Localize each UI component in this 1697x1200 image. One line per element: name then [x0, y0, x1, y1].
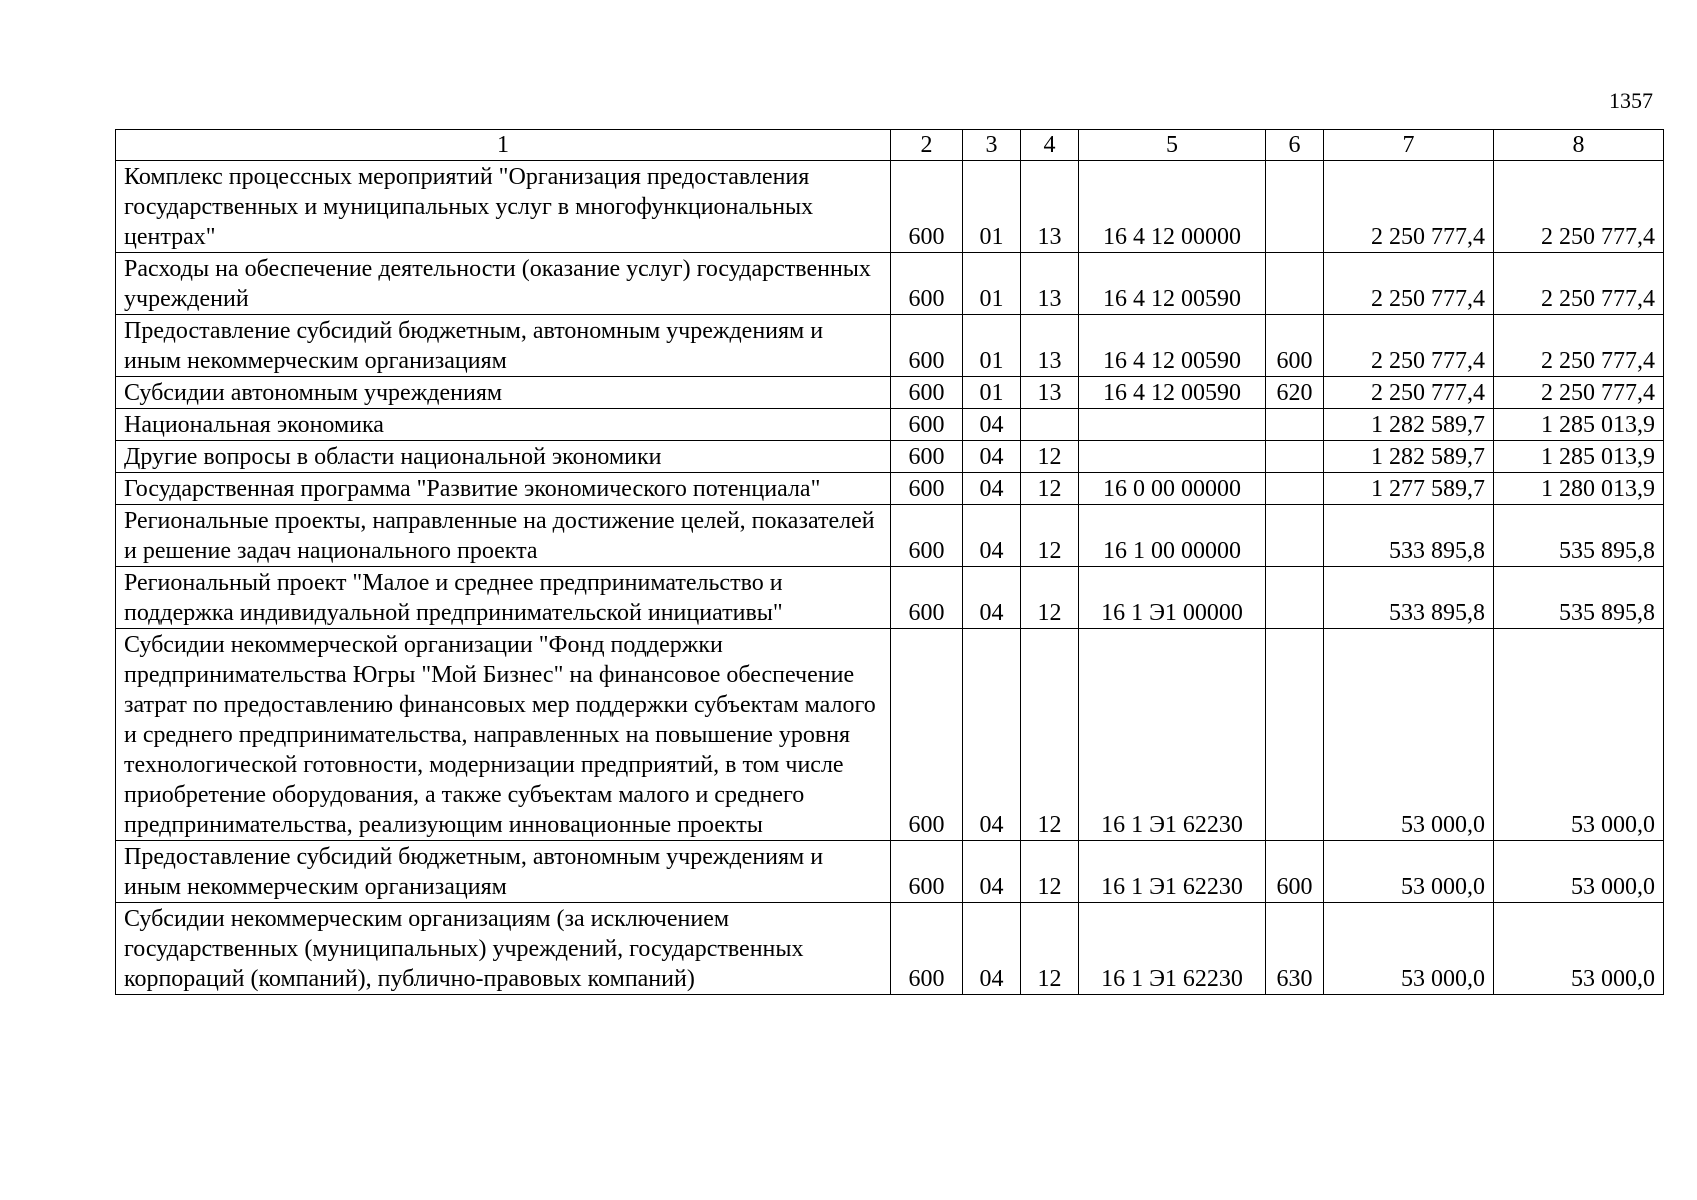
- row-name: Субсидии некоммерческим организациям (за исключением государственных (муниципальных) учреждений, государственных корпораций (компаний), публично-правовых компаний): [116, 903, 891, 995]
- row-expense-type: [1266, 567, 1324, 629]
- row-target-code: 16 1 Э1 62230: [1079, 629, 1266, 841]
- row-name: Комплекс процессных мероприятий "Организация предоставления государственных и муниципальных услуг в многофункциональных центрах": [116, 161, 891, 253]
- row-name: Субсидии некоммерческой организации "Фонд поддержки предпринимательства Югры "Мой Бизнес" на финансовое обеспечение затрат по предоставлению финансовых мер поддержки субъектам малого и среднего предпринимательства, направленных на повышение уровня технологической готовности, модернизации предприятий, в том числе приобретение оборудования, а также субъектам малого и среднего предпринимательства, реализующим инновационные проекты: [116, 629, 891, 841]
- table-row: [116, 253, 1664, 315]
- budget-table: [115, 129, 1664, 995]
- row-section-code: 04: [963, 629, 1021, 841]
- row-expense-type: [1266, 161, 1324, 253]
- row-section-code: 04: [963, 441, 1021, 473]
- table-row: [116, 567, 1664, 629]
- row-expense-type: [1266, 629, 1324, 841]
- row-section-code: 01: [963, 315, 1021, 377]
- row-amount-col8: 1 280 013,9: [1494, 473, 1664, 505]
- table-row: [116, 377, 1664, 409]
- column-header: 8: [1494, 130, 1664, 161]
- row-subsection-code: 12: [1021, 903, 1079, 995]
- row-subsection-code: 12: [1021, 473, 1079, 505]
- row-target-code: 16 1 Э1 62230: [1079, 903, 1266, 995]
- column-header: 7: [1324, 130, 1494, 161]
- row-amount-col8: 53 000,0: [1494, 903, 1664, 995]
- table-row: [116, 841, 1664, 903]
- table-row: [116, 441, 1664, 473]
- row-ministry-code: 600: [891, 841, 963, 903]
- table-row: [116, 903, 1664, 995]
- row-expense-type: [1266, 505, 1324, 567]
- row-amount-col8: 2 250 777,4: [1494, 315, 1664, 377]
- row-ministry-code: 600: [891, 377, 963, 409]
- row-section-code: 01: [963, 161, 1021, 253]
- row-ministry-code: 600: [891, 903, 963, 995]
- column-header: 2: [891, 130, 963, 161]
- row-name: Предоставление субсидий бюджетным, автономным учреждениям и иным некоммерческим организациям: [116, 315, 891, 377]
- row-amount-col7: 2 250 777,4: [1324, 377, 1494, 409]
- column-header: 1: [116, 130, 891, 161]
- row-subsection-code: 13: [1021, 315, 1079, 377]
- table-row: [116, 161, 1664, 253]
- row-section-code: 04: [963, 841, 1021, 903]
- row-name: Региональные проекты, направленные на достижение целей, показателей и решение задач национального проекта: [116, 505, 891, 567]
- row-ministry-code: 600: [891, 441, 963, 473]
- row-section-code: 04: [963, 505, 1021, 567]
- row-amount-col7: 2 250 777,4: [1324, 161, 1494, 253]
- row-subsection-code: 13: [1021, 161, 1079, 253]
- row-amount-col7: 533 895,8: [1324, 567, 1494, 629]
- row-section-code: 04: [963, 567, 1021, 629]
- row-target-code: 16 1 00 00000: [1079, 505, 1266, 567]
- row-ministry-code: 600: [891, 253, 963, 315]
- row-name: Региональный проект "Малое и среднее предпринимательство и поддержка индивидуальной предпринимательской инициативы": [116, 567, 891, 629]
- row-target-code: 16 1 Э1 62230: [1079, 841, 1266, 903]
- row-expense-type: [1266, 441, 1324, 473]
- row-target-code: [1079, 409, 1266, 441]
- page-number: 1357: [1609, 88, 1653, 113]
- row-target-code: 16 0 00 00000: [1079, 473, 1266, 505]
- row-amount-col7: 533 895,8: [1324, 505, 1494, 567]
- row-name: Расходы на обеспечение деятельности (оказание услуг) государственных учреждений: [116, 253, 891, 315]
- column-header: 4: [1021, 130, 1079, 161]
- row-name: Предоставление субсидий бюджетным, автономным учреждениям и иным некоммерческим организациям: [116, 841, 891, 903]
- row-section-code: 04: [963, 473, 1021, 505]
- row-amount-col7: 53 000,0: [1324, 903, 1494, 995]
- row-target-code: 16 4 12 00590: [1079, 253, 1266, 315]
- row-expense-type: [1266, 253, 1324, 315]
- table-row: [116, 629, 1664, 841]
- column-header: 6: [1266, 130, 1324, 161]
- row-ministry-code: 600: [891, 629, 963, 841]
- row-target-code: 16 4 12 00590: [1079, 377, 1266, 409]
- row-name: Субсидии автономным учреждениям: [116, 377, 891, 409]
- row-subsection-code: 12: [1021, 629, 1079, 841]
- row-subsection-code: 12: [1021, 505, 1079, 567]
- row-amount-col8: 53 000,0: [1494, 841, 1664, 903]
- row-amount-col7: 1 277 589,7: [1324, 473, 1494, 505]
- row-name: Другие вопросы в области национальной экономики: [116, 441, 891, 473]
- row-subsection-code: 13: [1021, 377, 1079, 409]
- row-expense-type: [1266, 409, 1324, 441]
- row-target-code: [1079, 441, 1266, 473]
- table-row: [116, 473, 1664, 505]
- row-amount-col7: 53 000,0: [1324, 841, 1494, 903]
- row-section-code: 04: [963, 409, 1021, 441]
- table-row: [116, 315, 1664, 377]
- row-amount-col8: 2 250 777,4: [1494, 161, 1664, 253]
- table-row: [116, 409, 1664, 441]
- row-ministry-code: 600: [891, 473, 963, 505]
- row-target-code: 16 1 Э1 00000: [1079, 567, 1266, 629]
- row-amount-col8: 2 250 777,4: [1494, 377, 1664, 409]
- row-amount-col7: 53 000,0: [1324, 629, 1494, 841]
- row-ministry-code: 600: [891, 409, 963, 441]
- row-amount-col8: 535 895,8: [1494, 567, 1664, 629]
- row-amount-col8: 53 000,0: [1494, 629, 1664, 841]
- row-amount-col8: 2 250 777,4: [1494, 253, 1664, 315]
- row-ministry-code: 600: [891, 315, 963, 377]
- row-amount-col8: 1 285 013,9: [1494, 409, 1664, 441]
- row-target-code: 16 4 12 00000: [1079, 161, 1266, 253]
- table-row: [116, 505, 1664, 567]
- row-section-code: 01: [963, 253, 1021, 315]
- row-amount-col7: 1 282 589,7: [1324, 441, 1494, 473]
- row-expense-type: 600: [1266, 315, 1324, 377]
- row-subsection-code: 12: [1021, 441, 1079, 473]
- row-name: Государственная программа "Развитие экономического потенциала": [116, 473, 891, 505]
- row-amount-col7: 1 282 589,7: [1324, 409, 1494, 441]
- column-header: 3: [963, 130, 1021, 161]
- row-name: Национальная экономика: [116, 409, 891, 441]
- row-amount-col8: 1 285 013,9: [1494, 441, 1664, 473]
- row-section-code: 01: [963, 377, 1021, 409]
- row-expense-type: 630: [1266, 903, 1324, 995]
- row-expense-type: 600: [1266, 841, 1324, 903]
- row-target-code: 16 4 12 00590: [1079, 315, 1266, 377]
- row-expense-type: 620: [1266, 377, 1324, 409]
- row-section-code: 04: [963, 903, 1021, 995]
- row-amount-col8: 535 895,8: [1494, 505, 1664, 567]
- row-amount-col7: 2 250 777,4: [1324, 315, 1494, 377]
- row-amount-col7: 2 250 777,4: [1324, 253, 1494, 315]
- row-ministry-code: 600: [891, 505, 963, 567]
- row-subsection-code: 13: [1021, 253, 1079, 315]
- row-ministry-code: 600: [891, 567, 963, 629]
- column-header: 5: [1079, 130, 1266, 161]
- row-subsection-code: [1021, 409, 1079, 441]
- row-expense-type: [1266, 473, 1324, 505]
- header-row: [116, 130, 1664, 161]
- row-subsection-code: 12: [1021, 841, 1079, 903]
- row-subsection-code: 12: [1021, 567, 1079, 629]
- row-ministry-code: 600: [891, 161, 963, 253]
